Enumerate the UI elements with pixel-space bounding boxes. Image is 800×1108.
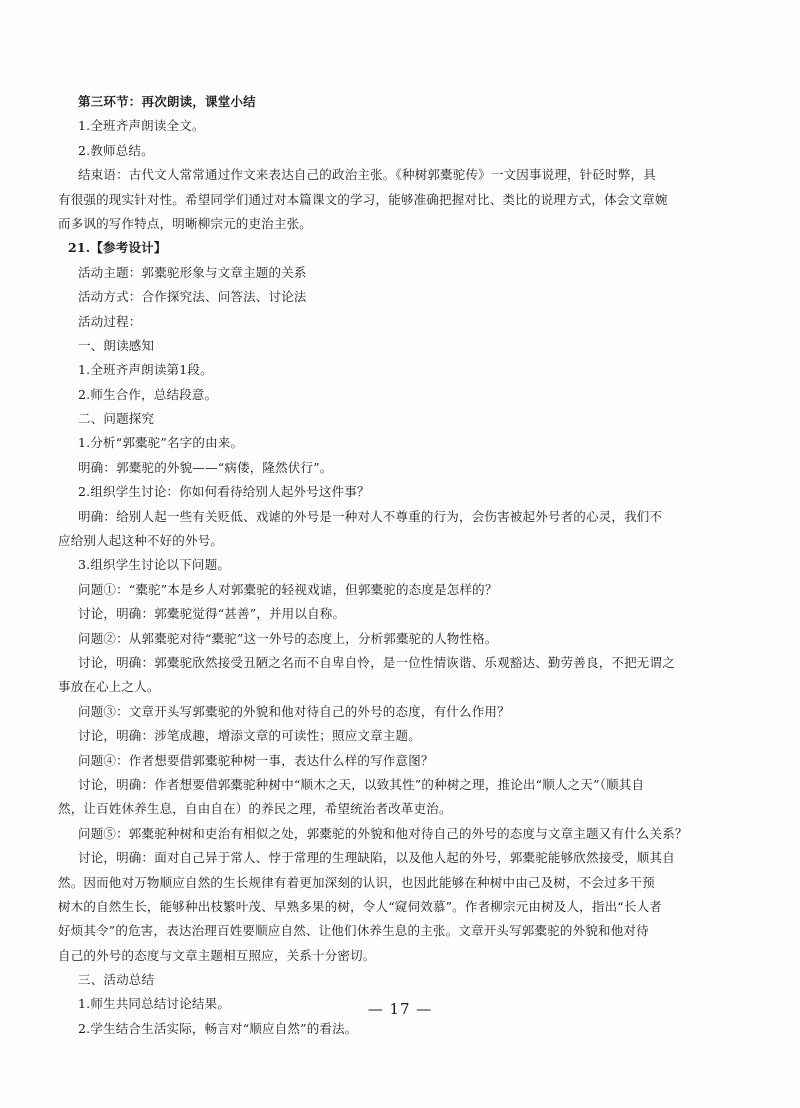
text-line: 应给别人起这种不好的外号。 [58,533,224,549]
text-line: 而多讽的写作特点，明晰柳宗元的吏治主张。 [58,215,313,231]
text-line: 2.学生结合生活实际，畅言对“顺应自然”的看法。 [78,1020,358,1036]
text-line: 讨论，明确：面对自己异于常人、悖于常理的生理缺陷，以及他人起的外号，郭橐驼能够欣然接受，顺其自 [78,850,675,866]
text-line: 问题②：从郭橐驼对待“橐驼”这一外号的态度上，分析郭橐驼的人物性格。 [78,630,498,646]
text-line: 结束语：古代文人常常通过作文来表达自己的政治主张。《种树郭橐驼传》一文因事说理，针砭时弊，具 [78,167,656,183]
text-line: 活动方式：合作探究法、问答法、讨论法 [78,289,307,305]
text-line: 自己的外号的态度与文章主题相互照应，关系十分密切。 [58,947,376,963]
text-line: 1.分析“郭橐驼”名字的由来。 [78,435,244,451]
text-line: 活动过程： [78,313,142,329]
text-line: 问题③：文章开头写郭橐驼的外貌和他对待自己的外号的态度，有什么作用？ [78,703,510,719]
text-line: 活动主题：郭橐驼形象与文章主题的关系 [78,264,307,280]
text-line: 讨论，明确：涉笔成趣，增添文章的可读性；照应文章主题。 [78,728,421,744]
text-line: 2.组织学生讨论：你如何看待给别人起外号这件事？ [78,484,370,500]
text-line: 有很强的现实针对性。希望同学们通过对本篇课文的学习，能够准确把握对比、类比的说理方式，体会文章婉 [58,191,668,207]
subheading-summary: 三、活动总结 [78,972,155,988]
text-line: 树木的自然生长，能够种出枝繁叶茂、早熟多果的树，令人“窥伺效慕”。作者柳宗元由树及人，指出“长人者 [58,898,662,914]
text-line: 1.全班齐声朗读全文。 [78,118,205,134]
section-heading-third-stage: 第三环节：再次朗读，课堂小结 [78,94,256,109]
text-line: 1.全班齐声朗读第1段。 [78,362,213,378]
text-line: 明确：给别人起一些有关贬低、戏谑的外号是一种对人不尊重的行为，会伤害被起外号者的心灵，我们不 [78,508,663,524]
text-line: 问题④：作者想要借郭橐驼种树一事，表达什么样的写作意图？ [78,752,434,768]
text-line: 然。因而他对万物顺应自然的生长规律有着更加深刻的认识，也因此能够在种树中由己及树，不会过多干预 [58,874,655,890]
text-line: 1.师生共同总结讨论结果。 [78,996,231,1012]
text-line: 2.师生合作，总结段意。 [78,386,218,402]
text-line: 2.教师总结。 [78,142,154,158]
text-line: 明确：郭橐驼的外貌——“病偻，隆然伏行”。 [78,459,333,475]
subheading-reading: 一、朗读感知 [78,337,155,353]
page-content [58,90,688,1041]
text-line: 讨论，明确：郭橐驼觉得“甚善”，并用以自称。 [78,606,346,622]
text-line: 问题①：“橐驼”本是乡人对郭橐驼的轻视戏谑，但郭橐驼的态度是怎样的？ [78,581,498,597]
page-number: — 17 — [367,1000,433,1018]
subheading-inquiry: 二、问题探究 [78,411,155,427]
text-line: 讨论，明确：郭橐驼欣然接受丑陋之名而不自卑自怜，是一位性情诙谐、乐观豁达、勤劳善良，不把无谓之 [78,654,675,670]
text-line: 讨论，明确：作者想要借郭橐驼种树中“顺木之天，以致其性”的种树之理，推论出“顺人之天”（顺其自 [78,776,645,792]
text-line: 好烦其令”的危害，表达治理百姓要顺应自然、让他们休养生息的主张。文章开头写郭橐驼的外貌和他对待 [58,923,649,939]
text-line: 问题⑤：郭橐驼种树和吏治有相似之处，郭橐驼的外貌和他对待自己的外号的态度与文章主题又有什么关系？ [78,825,688,841]
text-line: 事放在心上之人。 [58,679,160,695]
text-line: 3.组织学生讨论以下问题。 [78,557,231,573]
text-line: 然，让百姓休养生息，自由自在）的养民之理，希望统治者改革吏治。 [58,801,452,817]
section-heading-21: 21.【参考设计】 [68,240,167,256]
